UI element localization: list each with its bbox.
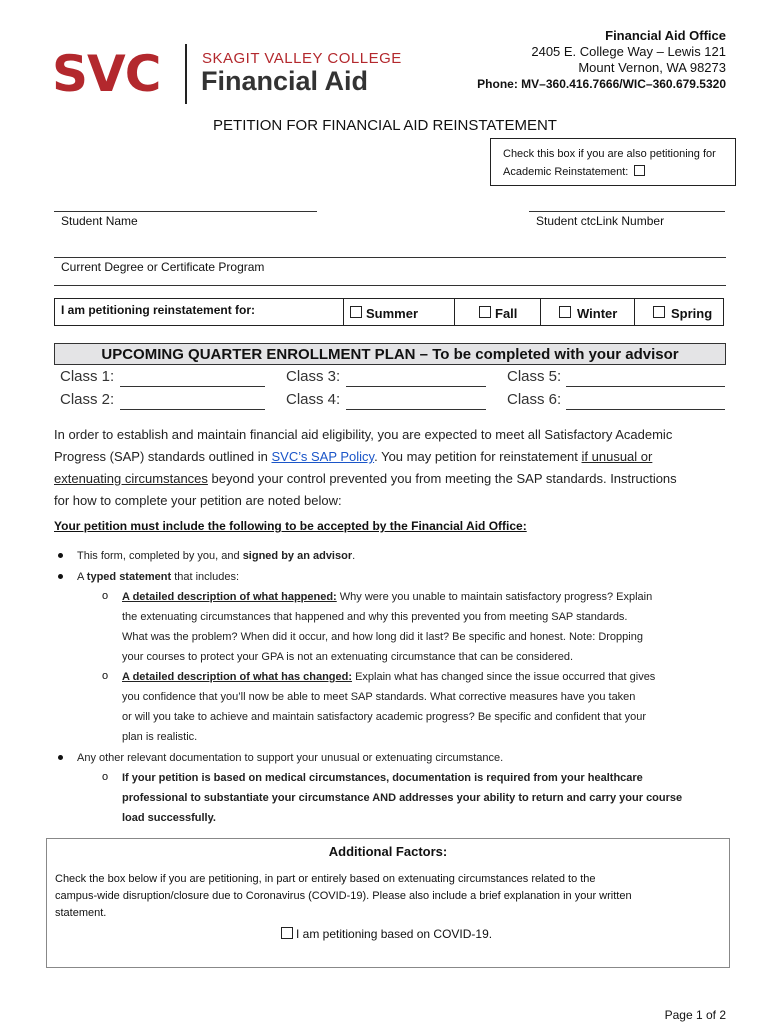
req-statement-a: A [77, 571, 87, 583]
class-2-label: Class 2: [60, 391, 115, 408]
logo-svc: SVC [52, 45, 161, 103]
office-phone: Phone: MV–360.416.7666/WIC–360.679.5320 [477, 77, 726, 91]
req-statement-typed: typed statement [86, 571, 172, 583]
class-5-label: Class 5: [507, 368, 562, 385]
medical-line3: load successfully. [122, 812, 216, 824]
office-name: Financial Aid Office [605, 28, 726, 43]
happened-line2: the extenuating circumstances that happened and why this prevented you from meeting SAP standards. [122, 611, 628, 623]
class-2-field[interactable] [120, 409, 265, 410]
requirement-documentation: Any other relevant documentation to support your unusual or extenuating circumstance. [77, 752, 504, 764]
additional-factors-box [46, 838, 730, 968]
class-1-field[interactable] [120, 386, 265, 387]
page-title: PETITION FOR FINANCIAL AID REINSTATEMENT [213, 117, 557, 134]
sub-requirement-medical [122, 768, 728, 828]
winter-checkbox[interactable] [559, 306, 571, 318]
class-5-field[interactable] [566, 386, 725, 387]
office-address-block [477, 28, 726, 92]
sub-requirement-changed [122, 667, 728, 747]
petition-label: I am petitioning reinstatement for: [61, 303, 256, 317]
medical-line1: If your petition is based on medical circumstances, documentation is required from your healthcare [122, 772, 643, 784]
class-3-field[interactable] [346, 386, 486, 387]
bullet-dot [58, 553, 63, 558]
happened-line4: your courses to protect your GPA is not an extenuating circumstance that can be considered. [122, 651, 574, 663]
covid-label: I am petitioning based on COVID-19. [296, 927, 493, 941]
sub-bullet-ring: o [102, 670, 109, 682]
changed-heading: A detailed description of what has changed: [122, 671, 353, 683]
changed-line3: or will you take to achieve and maintain satisfactory academic progress? Be specific and confident that your [122, 711, 646, 723]
winter-label: Winter [577, 306, 618, 321]
sub-bullet-ring: o [102, 590, 109, 602]
changed-line2: you confidence that you’ll now be able to meet SAP standards. What corrective measures have you taken [122, 691, 636, 703]
class-4-label: Class 4: [286, 391, 341, 408]
intro-line-1: In order to establish and maintain financial aid eligibility, you are expected to meet all Satisfactory Academic [54, 427, 673, 442]
req-form-advisor: signed by an advisor [242, 550, 353, 562]
office-address-line1: 2405 E. College Way – Lewis 121 [531, 44, 726, 59]
ctclink-label: Student ctcLink Number [536, 214, 665, 228]
sub-requirement-happened [122, 587, 728, 667]
intro-line-4: for how to complete your petition are noted below: [54, 493, 342, 508]
academic-reinstatement-box [490, 138, 736, 186]
program-line[interactable] [54, 285, 726, 286]
option-fall[interactable] [454, 299, 540, 325]
option-spring[interactable] [634, 299, 723, 325]
logo-divider [185, 44, 187, 104]
student-name-line[interactable] [54, 211, 317, 212]
bullet-dot [58, 755, 63, 760]
requirement-form [77, 546, 355, 566]
program-top-line [54, 257, 726, 258]
student-name-label: Student Name [61, 214, 138, 228]
sub-bullet-ring: o [102, 771, 109, 783]
fall-checkbox[interactable] [479, 306, 491, 318]
academic-box-line1: Check this box if you are also petitioning for [503, 148, 716, 160]
intro-line-3-underlined: extenuating circumstances [54, 471, 208, 486]
req-form-end: . [352, 550, 356, 562]
intro-line-2a: Progress (SAP) standards outlined in [54, 449, 272, 464]
ctclink-line[interactable] [529, 211, 725, 212]
bullet-dot [58, 574, 63, 579]
fall-label: Fall [495, 306, 518, 321]
req-form-text: This form, completed by you, and [77, 550, 243, 562]
happened-heading: A detailed description of what happened: [122, 591, 337, 603]
happened-line1: Why were you unable to maintain satisfactory progress? Explain [336, 591, 653, 603]
page-number: Page 1 of 2 [664, 1008, 726, 1022]
covid-option[interactable] [281, 927, 492, 941]
sap-policy-link[interactable]: SVC’s SAP Policy [271, 449, 375, 464]
academic-box-line2: Academic Reinstatement: [503, 166, 629, 178]
spring-label: Spring [671, 306, 713, 321]
summer-checkbox[interactable] [350, 306, 362, 318]
logo-financial-aid: Financial Aid [201, 66, 369, 96]
intro-line-3b: beyond your control prevented you from meeting the SAP standards. Instructions [207, 471, 677, 486]
intro-line-2-underlined: if unusual or [581, 449, 653, 464]
happened-line3: What was the problem? When did it occur, and how long did it last? Be specific and honest. Note: Dropping [122, 631, 643, 643]
spring-checkbox[interactable] [653, 306, 665, 318]
class-6-field[interactable] [566, 409, 725, 410]
program-label: Current Degree or Certificate Program [61, 260, 265, 274]
class-4-field[interactable] [346, 409, 486, 410]
academic-reinstatement-checkbox[interactable] [634, 165, 645, 176]
factors-line3: statement. [55, 907, 107, 919]
enrollment-plan-header: UPCOMING QUARTER ENROLLMENT PLAN – To be completed with your advisor [54, 343, 726, 365]
changed-line4: plan is realistic. [122, 731, 198, 743]
petition-term-row [54, 298, 724, 326]
class-3-label: Class 3: [286, 368, 341, 385]
office-address-line2: Mount Vernon, WA 98273 [578, 60, 726, 75]
logo-college-name: SKAGIT VALLEY COLLEGE [202, 50, 402, 67]
covid-checkbox[interactable] [281, 927, 293, 939]
intro-line-2b: . You may petition for reinstatement [374, 449, 582, 464]
intro-paragraph [54, 424, 728, 512]
class-1-label: Class 1: [60, 368, 115, 385]
factors-line1: Check the box below if you are petitioning, in part or entirely based on extenuating circumstances related to the [55, 873, 596, 885]
requirement-statement [77, 567, 239, 587]
class-6-label: Class 6: [507, 391, 562, 408]
option-winter[interactable] [540, 299, 634, 325]
req-statement-c: that includes: [171, 571, 240, 583]
summer-label: Summer [366, 306, 419, 321]
factors-line2: campus-wide disruption/closure due to Coronavirus (COVID-19). Please also include a brief explanation in your written [55, 890, 632, 902]
factors-text [55, 871, 725, 922]
changed-line1: Explain what has changed since the issue occurred that gives [352, 671, 656, 683]
option-summer[interactable] [343, 299, 454, 325]
factors-heading: Additional Factors: [328, 844, 448, 859]
requirements-heading: Your petition must include the following to be accepted by the Financial Aid Office: [54, 519, 527, 533]
medical-line2: professional to substantiate your circumstance AND addresses your ability to return and carry your course [122, 792, 683, 804]
